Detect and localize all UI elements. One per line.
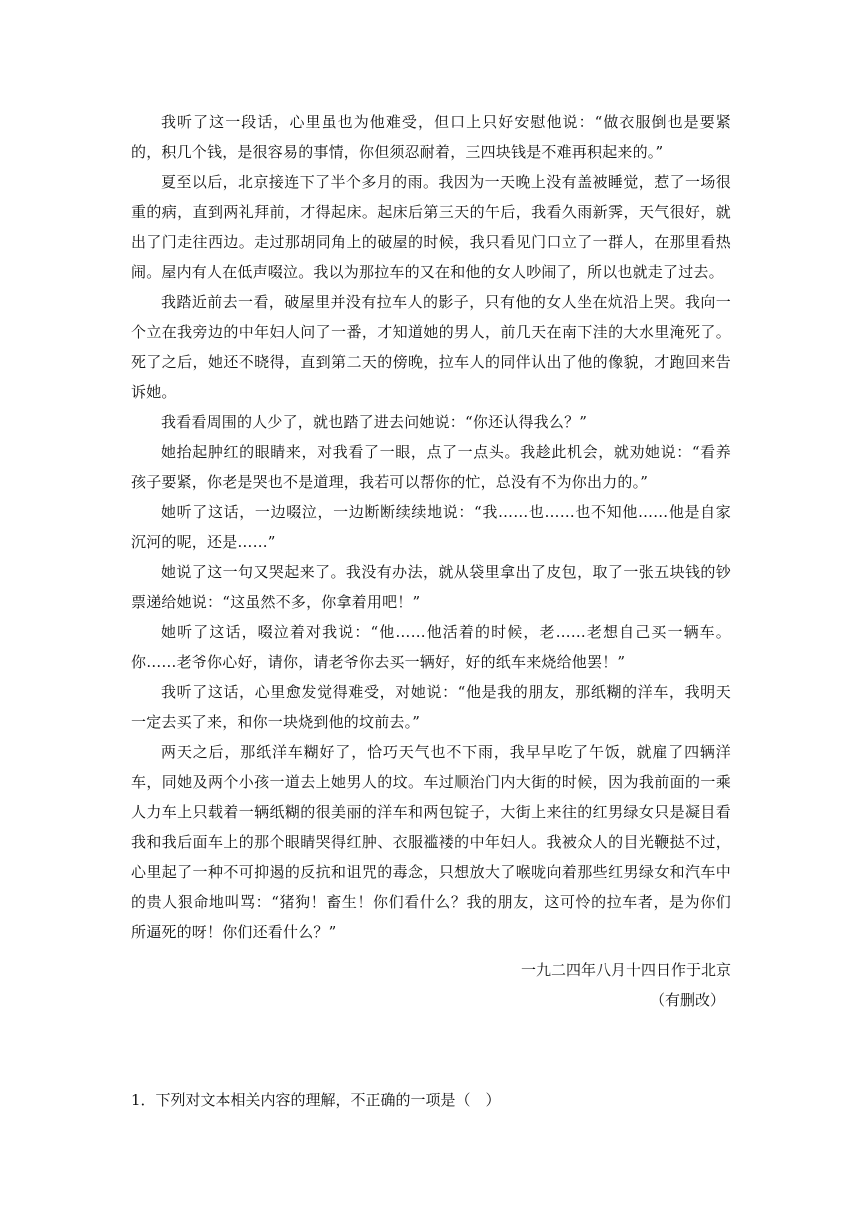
question-1 [131, 1085, 731, 1115]
paragraph: 我听了这话，心里愈发觉得难受，对她说：“他是我的朋友，那纸糊的洋车，我明天一定去买了来，和你一块烧到他的坟前去。” [131, 683, 731, 731]
paragraph: 我踏近前去一看，破屋里并没有拉车人的影子，只有他的女人坐在炕沿上哭。我向一个立在我旁边的中年妇人问了一番，才知道她的男人，前几天在南下洼的大水里淹死了。死了之后，她还不晓得，直到第二天的傍晚，拉车人的同伴认出了他的像貌，才跑回来告诉她。 [131, 293, 731, 401]
signature-date: 一九二四年八月十四日作于北京 [520, 961, 731, 979]
paragraph: 两天之后，那纸洋车糊好了，恰巧天气也不下雨，我早早吃了午饭，就雇了四辆洋车，同她及两个小孩一道去上她男人的坟。车过顺治门内大街的时候，因为我前面的一乘人力车上只载着一辆纸糊的很美丽的洋车和两包锭子，大街上来往的红男绿女只是凝目看我和我后面车上的那个眼睛哭得红肿、衣服褴褛的中年妇人。我被众人的目光鞭挞不过，心里起了一种不可抑遏的反抗和诅咒的毒念，只想放大了喉咙向着那些红男绿女和汽车中的贵人狠命地叫骂：“猪狗！畜生！你们看什么？我的朋友，这可怜的拉车者，是为你们所逼死的呀！你们还看什么？” [131, 743, 731, 941]
question-number: 1． [131, 1091, 156, 1109]
paragraph: 我看看周围的人少了，就也踏了进去问她说：“你还认得我么？” [161, 413, 588, 431]
paragraph: 夏至以后，北京接连下了半个多月的雨。我因为一天晚上没有盖被睡觉，惹了一场很重的病，直到两礼拜前，才得起床。起床后第三天的午后，我看久雨新霁，天气很好，就出了门走往西边。走过那胡同角上的破屋的时候，我只看见门口立了一群人，在那里看热闹。屋内有人在低声啜泣。我以为那拉车的又在和他的女人吵闹了，所以也就走了过去。 [131, 173, 731, 281]
paragraph: 她听了这话，一边啜泣，一边断断续续地说：“我……也……也不知他……他是自家沉河的呢，还是……” [131, 503, 731, 551]
question-text: 下列对文本相关内容的理解，不正确的一项是（ ） [155, 1091, 501, 1109]
paragraph: 我听了这一段话，心里虽也为他难受，但口上只好安慰他说：“做衣服倒也是要紧的，积几个钱，是很容易的事情，你但须忍耐着，三四块钱是不难再积起来的。” [131, 113, 731, 161]
paragraph: 她抬起肿红的眼睛来，对我看了一眼，点了一点头。我趁此机会，就劝她说：“看养孩子要紧，你老是哭也不是道理，我若可以帮你的忙，总没有不为你出力的。” [131, 443, 731, 491]
paragraph: 她听了这话，啜泣着对我说：“他……他活着的时候，老……老想自己买一辆车。你……老爷你心好，请你，请老爷你去买一辆好，好的纸车来烧给他罢！” [131, 623, 731, 671]
paragraph: 她说了这一句又哭起来了。我没有办法，就从袋里拿出了皮包，取了一张五块钱的钞票递给她说：“这虽然不多，你拿着用吧！” [131, 563, 731, 611]
edit-note: （有删改） [649, 991, 725, 1009]
article-body [131, 107, 731, 1015]
